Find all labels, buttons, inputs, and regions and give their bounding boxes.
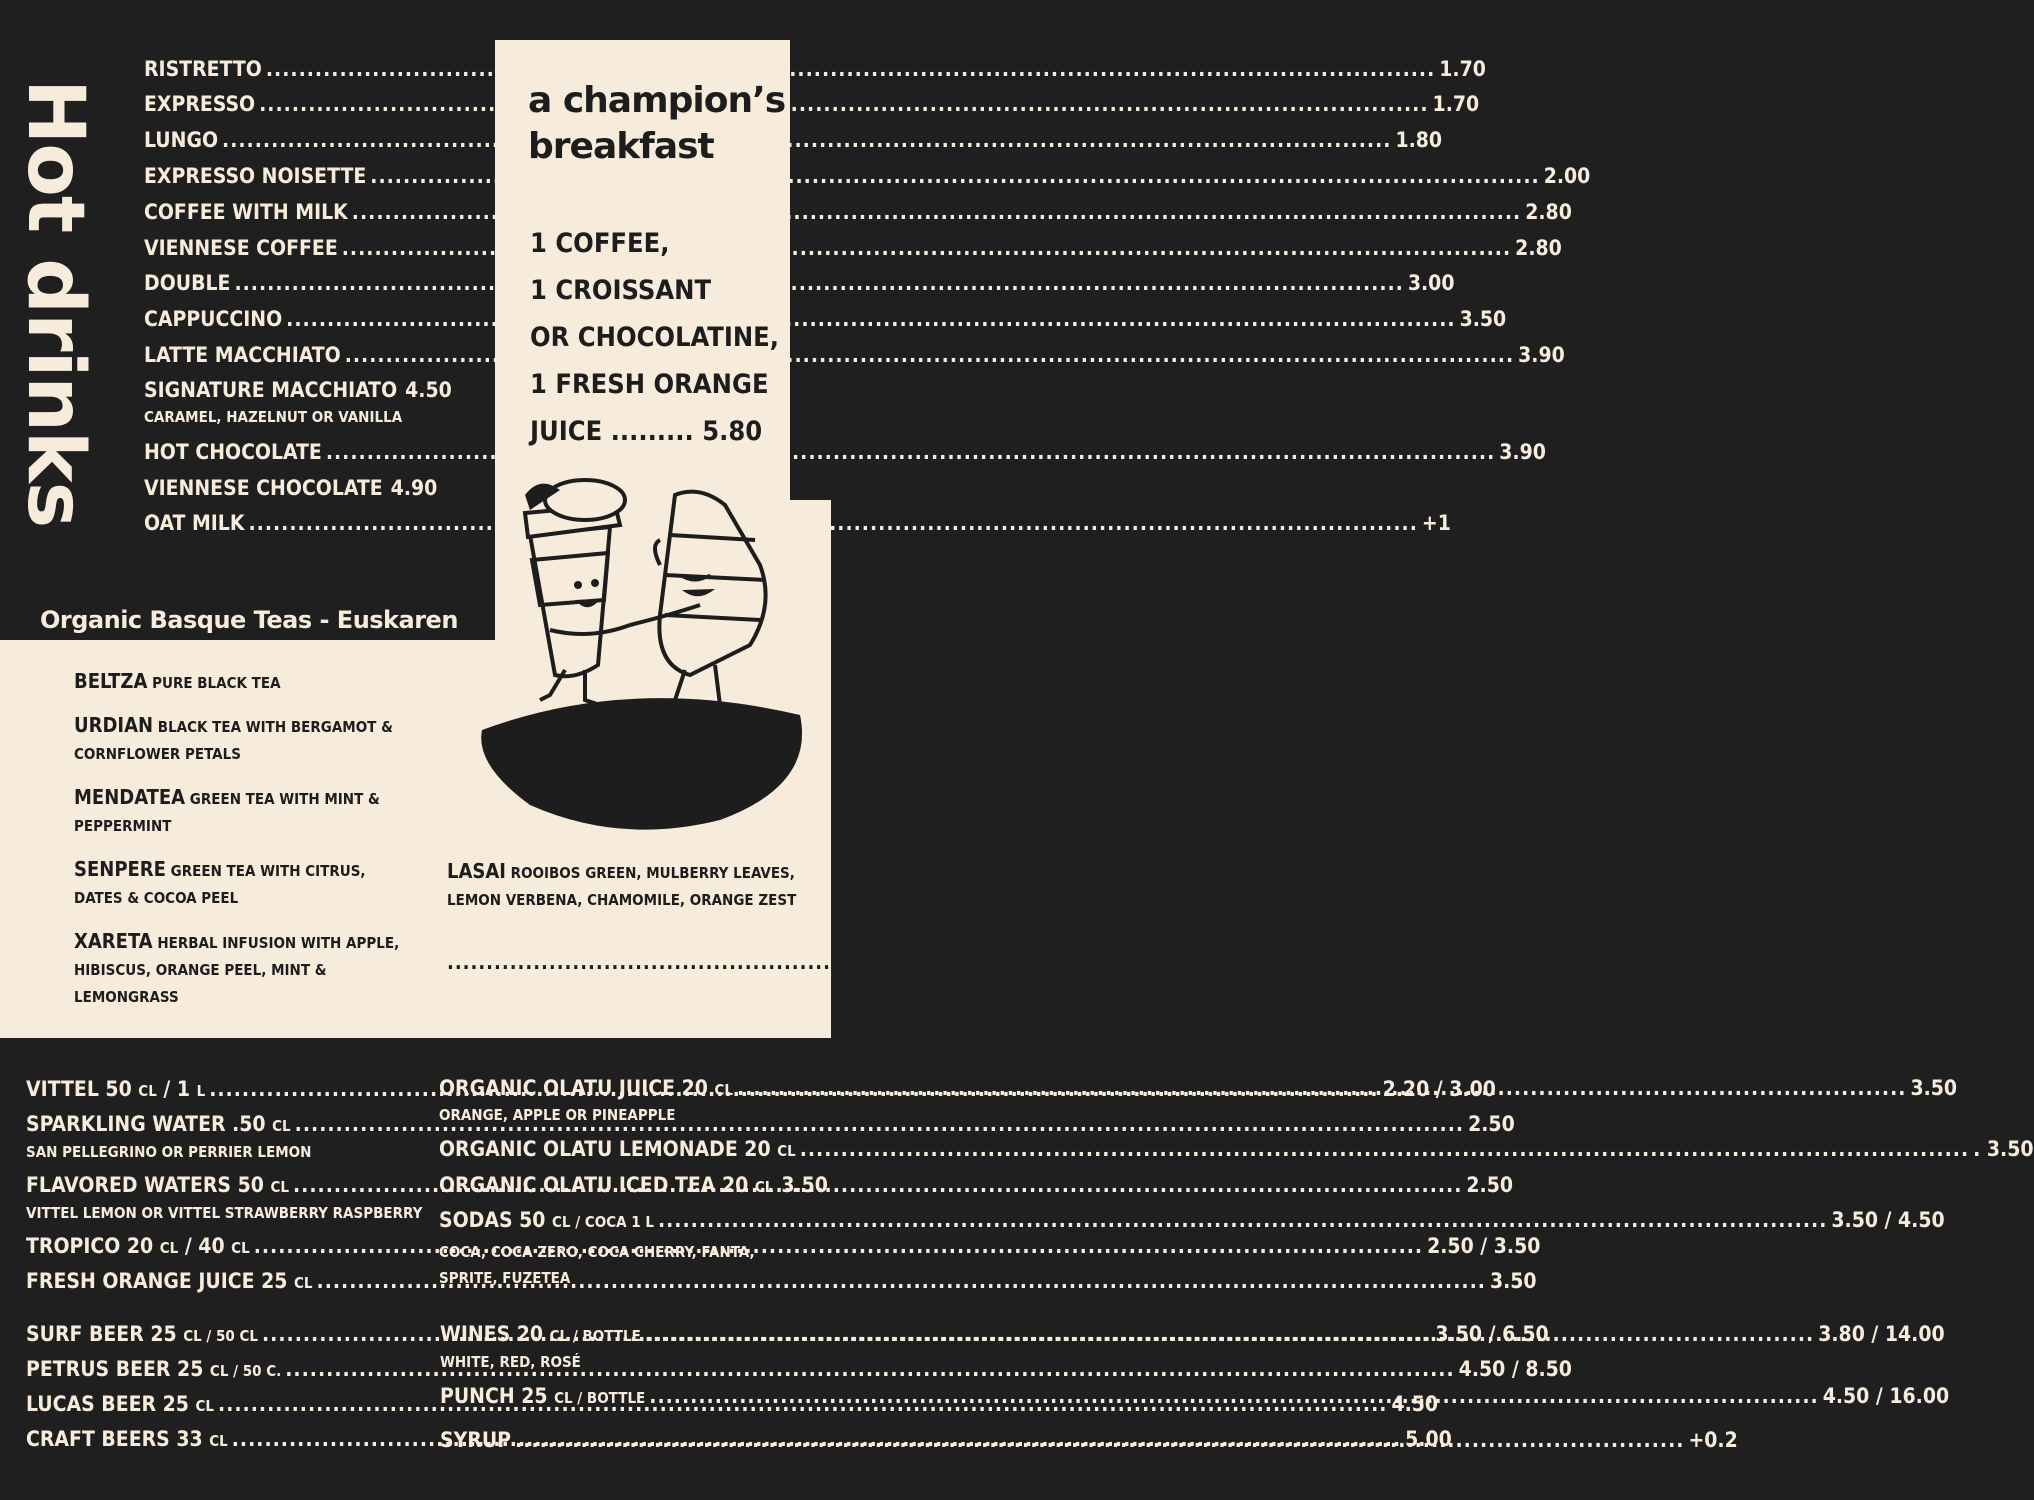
tea-item: SENPERE GREEN TEA WITH CITRUS, DATES & COCOA PEEL [74, 857, 366, 907]
tea-item: URDIAN BLACK TEA WITH BERGAMOT & CORNFLOWER PETALS [74, 713, 393, 763]
menu-item: CAPPUCCINO ..... 3.50 [144, 304, 434, 334]
menu-item: PUNCH 25 CL / BOTTLE ..... 4.50 / 16.00 [440, 1379, 814, 1413]
menu-item: CRAFT BEERS 33 CL ..... 5.00 [26, 1422, 409, 1456]
coffee-cup-character [525, 480, 630, 705]
menu-item-note: WHITE, RED, ROSÉ [440, 1353, 581, 1371]
menu-item: TROPICO 20 CL / 40 CL ..... 2.50 / 3.50 [26, 1229, 412, 1263]
menu-item: VIENNESE COFFEE ..... 2.80 [144, 233, 434, 263]
croissant-character [630, 492, 766, 710]
menu-item: COFFEE WITH MILK ..... 2.80 [144, 197, 434, 227]
menu-item: LUCAS BEER 25 CL ..... 4.50 [26, 1387, 409, 1421]
menu-item: SPARKLING WATER .50 CL ..... 2.50 [26, 1107, 409, 1141]
menu-item: PETRUS BEER 25 CL / 50 C. ..... 4.50 / 8.50 [26, 1352, 412, 1386]
hot-drinks-title: Hot drinks [10, 79, 100, 528]
menu-item: OAT MILK ..... +1 [144, 508, 434, 538]
menu-item: LUNGO ..... 1.80 [144, 125, 434, 155]
teas-title: Organic Basque Teas - Euskaren [40, 606, 458, 634]
coffee-croissant-mascot-illustration [470, 465, 815, 835]
menu-item: DOUBLE ..... 3.00 [144, 268, 434, 298]
menu-item: FRESH ORANGE JUICE 25 CL ..... 3.50 [26, 1264, 412, 1298]
tea-price-row: ..... 3.20 [447, 950, 789, 974]
ground-shape [481, 698, 802, 829]
menu-item: SYRUP ..... +0.2 [440, 1423, 804, 1457]
menu-item: SODAS 50 CL / COCA 1 L ..... 3.50 / 4.50 [439, 1203, 815, 1237]
menu-item: ORGANIC OLATU LEMONADE 20 CL ..... . 3.50 [439, 1132, 815, 1166]
menu-item: SURF BEER 25 CL / 50 CL ..... 3.50 / 6.50 [26, 1317, 412, 1351]
menu-item: RISTRETTO ..... 1.70 [144, 54, 434, 84]
menu-item-note: ORANGE, APPLE OR PINEAPPLE [439, 1106, 676, 1124]
menu-item: VIENNESE CHOCOLATE 4.90 [144, 476, 438, 500]
menu-item-note: SAN PELLEGRINO OR PERRIER LEMON [26, 1143, 312, 1161]
menu-item: EXPRESSO NOISETTE ..... 2.00 [144, 161, 434, 191]
tea-item: MENDATEA GREEN TEA WITH MINT & PEPPERMINT [74, 785, 380, 835]
menu-item: HOT CHOCOLATE ..... 3.90 [144, 437, 434, 467]
menu-item: WINES 20 CL / BOTTLE ..... 3.80 / 14.00 [440, 1317, 814, 1351]
menu-item: ORGANIC OLATU ICED TEA 20 CL 3.50 [439, 1173, 828, 1197]
menu-item: ORGANIC OLATU JUICE 20 CL ..... 3.50 [439, 1071, 815, 1105]
breakfast-offer: 1 COFFEE, 1 CROISSANT OR CHOCOLATINE, 1 FRESH ORANGE JUICE ......... 5.80 [530, 228, 780, 447]
breakfast-title: a champion’s breakfast [528, 80, 786, 167]
menu-item: VITTEL 50 CL / 1 L ..... 2.20 / 3.00 [26, 1072, 409, 1106]
menu-item-note: COCA, COCA ZERO, COCA CHERRY, FANTA, SPRITE, FUZETEA [439, 1243, 755, 1287]
menu-item: FLAVORED WATERS 50 CL ..... 2.50 [26, 1168, 412, 1202]
menu-item-note: CARAMEL, HAZELNUT OR VANILLA [144, 408, 403, 426]
menu-item: SIGNATURE MACCHIATO 4.50 [144, 378, 452, 402]
tea-item: XARETA HERBAL INFUSION WITH APPLE, HIBISCUS, ORANGE PEEL, MINT & LEMONGRASS [74, 929, 400, 1006]
tea-item: LASAI ROOIBOS GREEN, MULBERRY LEAVES, LEMON VERBENA, CHAMOMILE, ORANGE ZEST [447, 859, 797, 909]
tea-item: BELTZA PURE BLACK TEA [74, 669, 281, 693]
menu-item: EXPRESSO ..... 1.70 [144, 89, 434, 119]
menu-item: LATTE MACCHIATO ..... 3.90 [144, 340, 434, 370]
menu-item-note: VITTEL LEMON OR VITTEL STRAWBERRY RASPBERRY [26, 1204, 423, 1222]
